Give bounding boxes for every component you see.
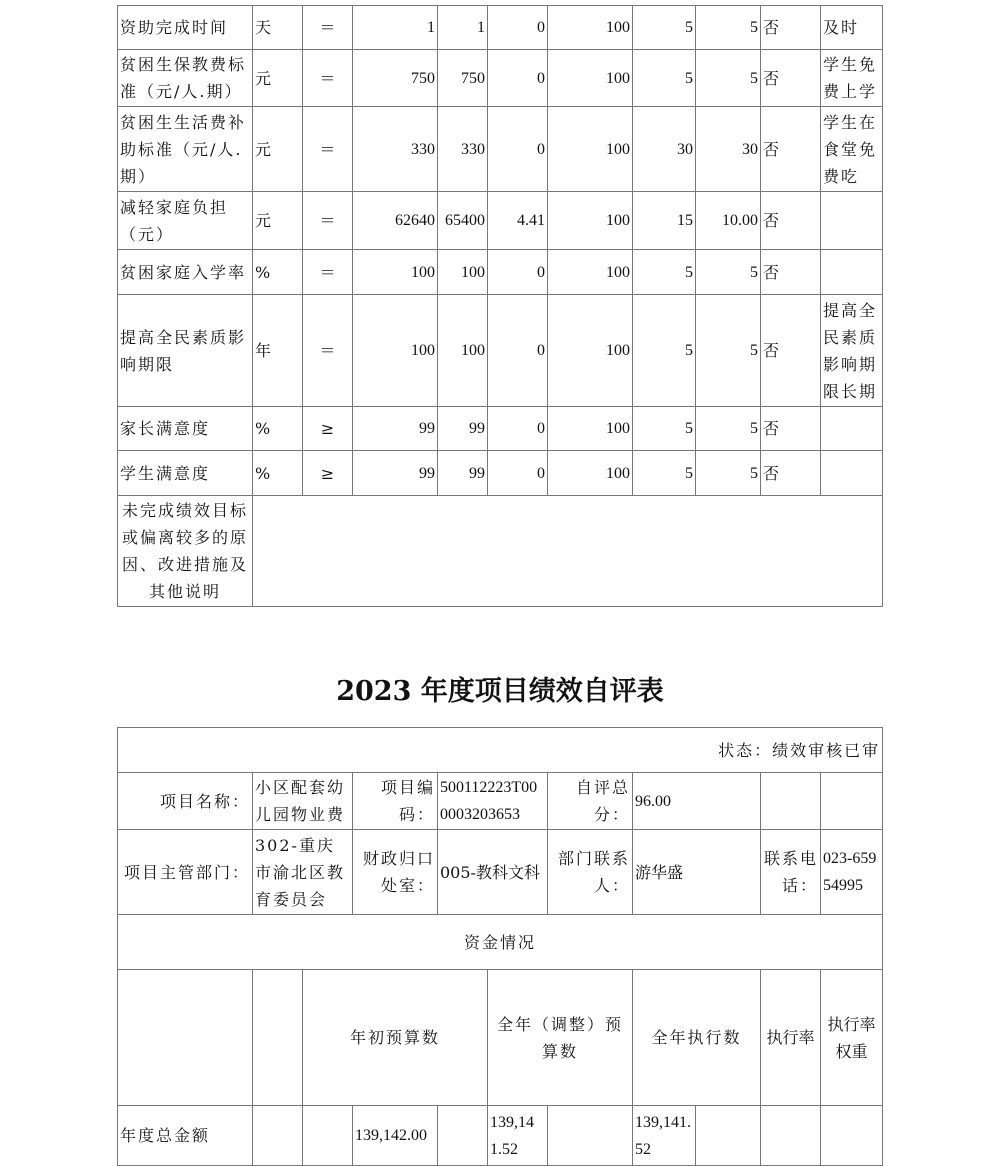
indicator-actual-value: 100 (438, 250, 488, 295)
indicator-flag: 否 (761, 107, 821, 192)
indicator-completion: 100 (548, 451, 633, 496)
table-row (118, 6, 883, 50)
dept-label: 项目主管部门： (118, 830, 253, 915)
department-row (118, 830, 883, 915)
indicator-score: 30 (696, 107, 761, 192)
empty-cell (821, 1106, 883, 1166)
col-executed: 全年执行数 (633, 970, 761, 1106)
indicator-completion: 100 (548, 407, 633, 451)
project-name-label: 项目名称： (118, 773, 253, 830)
contact-label: 部门联系人： (548, 830, 633, 915)
indicator-note: 及时 (821, 6, 883, 50)
indicator-completion: 100 (548, 107, 633, 192)
indicator-score: 5 (696, 6, 761, 50)
col-adjusted-budget: 全年（调整）预算数 (488, 970, 633, 1106)
score-value: 96.00 (633, 773, 761, 830)
table-row (118, 50, 883, 107)
finance-value: 005-教科文科 (438, 830, 548, 915)
total-executed-value: 139,141.52 (633, 1106, 696, 1166)
indicator-score: 10.00 (696, 192, 761, 250)
indicator-target-value: 1 (353, 6, 438, 50)
indicator-unit: 元 (253, 192, 303, 250)
indicator-operator: ＝ (303, 192, 353, 250)
indicator-deviation: 0 (488, 250, 548, 295)
indicator-note: 提高全民素质影响期限长期 (821, 295, 883, 407)
indicator-actual-value: 99 (438, 407, 488, 451)
phone-value: 023-65954995 (821, 830, 883, 915)
empty-cell (761, 1106, 821, 1166)
indicator-name: 贫困家庭入学率 (118, 250, 253, 295)
indicator-flag: 否 (761, 6, 821, 50)
table-row (118, 407, 883, 451)
indicator-operator: ＝ (303, 107, 353, 192)
indicator-actual-value: 65400 (438, 192, 488, 250)
unfinished-explanation-row (118, 496, 883, 607)
indicator-name: 学生满意度 (118, 451, 253, 496)
indicator-unit: 天 (253, 6, 303, 50)
indicator-note (821, 250, 883, 295)
empty-cell (438, 1106, 488, 1166)
funds-section-row (118, 915, 883, 970)
indicator-completion: 100 (548, 295, 633, 407)
indicator-unit: 元 (253, 50, 303, 107)
indicator-actual-value: 330 (438, 107, 488, 192)
indicator-weight: 30 (633, 107, 696, 192)
empty-cell (253, 970, 303, 1106)
indicator-target-value: 99 (353, 407, 438, 451)
indicator-operator: ≥ (303, 407, 353, 451)
indicator-deviation: 0 (488, 50, 548, 107)
indicator-target-value: 62640 (353, 192, 438, 250)
col-execution-rate: 执行率 (761, 970, 821, 1106)
indicator-actual-value: 750 (438, 50, 488, 107)
indicator-flag: 否 (761, 451, 821, 496)
indicator-operator: ＝ (303, 250, 353, 295)
empty-cell (118, 970, 253, 1106)
indicator-note (821, 192, 883, 250)
indicator-operator: ≥ (303, 451, 353, 496)
indicator-note (821, 407, 883, 451)
indicator-score: 5 (696, 50, 761, 107)
table-row (118, 107, 883, 192)
table-row (118, 250, 883, 295)
indicator-weight: 5 (633, 407, 696, 451)
indicator-operator: ＝ (303, 6, 353, 50)
indicator-name: 减轻家庭负担（元） (118, 192, 253, 250)
indicator-flag: 否 (761, 250, 821, 295)
indicator-actual-value: 99 (438, 451, 488, 496)
col-rate-weight: 执行率权重 (821, 970, 883, 1106)
indicator-name: 家长满意度 (118, 407, 253, 451)
indicator-weight: 5 (633, 295, 696, 407)
indicator-operator: ＝ (303, 295, 353, 407)
indicator-weight: 15 (633, 192, 696, 250)
indicator-target-value: 100 (353, 295, 438, 407)
page-title: 2023 年度项目绩效自评表 (336, 676, 664, 707)
indicator-score: 5 (696, 407, 761, 451)
funds-section-label: 资金情况 (118, 915, 883, 970)
table-row (118, 192, 883, 250)
empty-cell (303, 1106, 353, 1166)
indicator-flag: 否 (761, 50, 821, 107)
indicator-score: 5 (696, 250, 761, 295)
indicator-weight: 5 (633, 250, 696, 295)
indicator-operator: ＝ (303, 50, 353, 107)
table-row (118, 451, 883, 496)
project-code-label: 项目编码： (353, 773, 438, 830)
indicator-flag: 否 (761, 192, 821, 250)
project-code-value: 500112223T000003203653 (438, 773, 548, 830)
indicator-name: 贫困生生活费补助标准（元/人.期） (118, 107, 253, 192)
project-name-value: 小区配套幼儿园物业费 (253, 773, 353, 830)
indicator-name: 资助完成时间 (118, 6, 253, 50)
indicator-completion: 100 (548, 192, 633, 250)
indicator-flag: 否 (761, 407, 821, 451)
project-info-row (118, 773, 883, 830)
indicator-name: 贫困生保教费标准（元/人.期） (118, 50, 253, 107)
total-initial-value: 139,142.00 (353, 1106, 438, 1166)
total-adjusted-value: 139,141.52 (488, 1106, 548, 1166)
unfinished-explanation-label: 未完成绩效目标或偏离较多的原因、改进措施及其他说明 (118, 496, 253, 607)
indicator-target-value: 99 (353, 451, 438, 496)
status-row (118, 728, 883, 773)
indicator-deviation: 4.41 (488, 192, 548, 250)
funds-total-row (118, 1106, 883, 1166)
indicator-actual-value: 1 (438, 6, 488, 50)
indicator-unit: % (253, 407, 303, 451)
status-text: 状态：绩效审核已审 (118, 728, 883, 773)
indicator-target-value: 100 (353, 250, 438, 295)
funds-header-row (118, 970, 883, 1106)
project-self-evaluation-table (117, 727, 883, 1166)
empty-cell (761, 773, 821, 830)
table-row (118, 295, 883, 407)
empty-cell (548, 1106, 633, 1166)
indicator-actual-value: 100 (438, 295, 488, 407)
indicator-flag: 否 (761, 295, 821, 407)
indicator-deviation: 0 (488, 451, 548, 496)
indicator-unit: 年 (253, 295, 303, 407)
indicator-note: 学生免费上学 (821, 50, 883, 107)
indicator-deviation: 0 (488, 6, 548, 50)
indicator-note (821, 451, 883, 496)
indicator-completion: 100 (548, 50, 633, 107)
indicator-target-value: 330 (353, 107, 438, 192)
contact-value: 游华盛 (633, 830, 761, 915)
indicator-completion: 100 (548, 250, 633, 295)
indicator-weight: 5 (633, 6, 696, 50)
indicator-unit: % (253, 250, 303, 295)
unfinished-explanation-value (253, 496, 883, 607)
indicator-unit: 元 (253, 107, 303, 192)
indicator-note: 学生在食堂免费吃 (821, 107, 883, 192)
row-total-label: 年度总金额 (118, 1106, 253, 1166)
indicator-weight: 5 (633, 451, 696, 496)
indicator-deviation: 0 (488, 407, 548, 451)
dept-value: 302-重庆市渝北区教育委员会 (253, 830, 353, 915)
empty-cell (696, 1106, 761, 1166)
empty-cell (253, 1106, 303, 1166)
indicator-score: 5 (696, 451, 761, 496)
indicator-name: 提高全民素质影响期限 (118, 295, 253, 407)
phone-label: 联系电话： (761, 830, 821, 915)
indicator-target-value: 750 (353, 50, 438, 107)
indicator-weight: 5 (633, 50, 696, 107)
performance-indicator-table (117, 5, 883, 607)
indicator-deviation: 0 (488, 107, 548, 192)
indicator-completion: 100 (548, 6, 633, 50)
empty-cell (821, 773, 883, 830)
indicator-deviation: 0 (488, 295, 548, 407)
indicator-score: 5 (696, 295, 761, 407)
col-initial-budget: 年初预算数 (303, 970, 488, 1106)
finance-label: 财政归口处室： (353, 830, 438, 915)
score-label: 自评总分： (548, 773, 633, 830)
indicator-unit: % (253, 451, 303, 496)
